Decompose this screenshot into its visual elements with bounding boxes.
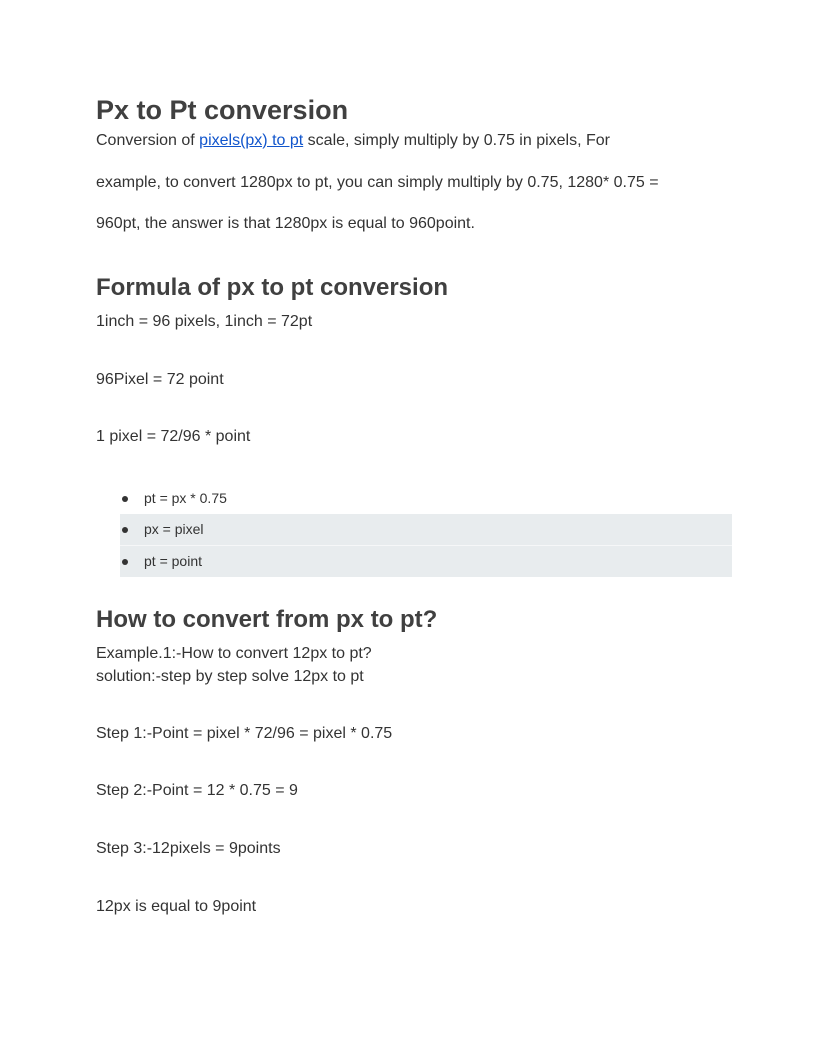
intro-line-2: example, to convert 1280px to pt, you can simply multiply by 0.75, 1280* 0.75 = — [96, 174, 659, 191]
intro-line-1 — [96, 131, 610, 151]
bullet-text: pt = px * 0.75 — [144, 490, 227, 506]
intro-line-3: 960pt, the answer is that 1280px is equal to 960point. — [96, 215, 475, 232]
list-item — [120, 483, 732, 514]
step-2-line: Step 2:-Point = 12 * 0.75 = 9 — [96, 782, 298, 799]
bullet-dot-icon — [122, 496, 128, 502]
howto-heading: How to convert from px to pt? — [96, 606, 438, 633]
bullet-text: px = pixel — [144, 521, 204, 537]
step-3-line: Step 3:-12pixels = 9points — [96, 840, 281, 857]
list-item — [120, 546, 732, 577]
intro-text-after-link: scale, simply multiply by 0.75 in pixels, For — [303, 132, 610, 149]
list-item — [120, 514, 732, 546]
pixels-to-pt-link[interactable]: pixels(px) to pt — [199, 132, 304, 149]
formula-heading: Formula of px to pt conversion — [96, 274, 449, 301]
page-title: Px to Pt conversion — [96, 95, 349, 125]
example-line: Example.1:-How to convert 12px to pt? — [96, 645, 372, 662]
formula-bullet-list — [120, 483, 732, 577]
formula-line-3: 1 pixel = 72/96 * point — [96, 428, 251, 445]
bullet-text: pt = point — [144, 553, 202, 569]
bullet-dot-icon — [122, 527, 128, 533]
result-line: 12px is equal to 9point — [96, 898, 257, 915]
formula-line-2: 96Pixel = 72 point — [96, 371, 224, 388]
bullet-dot-icon — [122, 559, 128, 565]
formula-line-1: 1inch = 96 pixels, 1inch = 72pt — [96, 313, 313, 330]
step-1-line: Step 1:-Point = pixel * 72/96 = pixel * 0.75 — [96, 725, 393, 742]
solution-line: solution:-step by step solve 12px to pt — [96, 668, 364, 685]
intro-text-before-link: Conversion of — [96, 132, 200, 149]
